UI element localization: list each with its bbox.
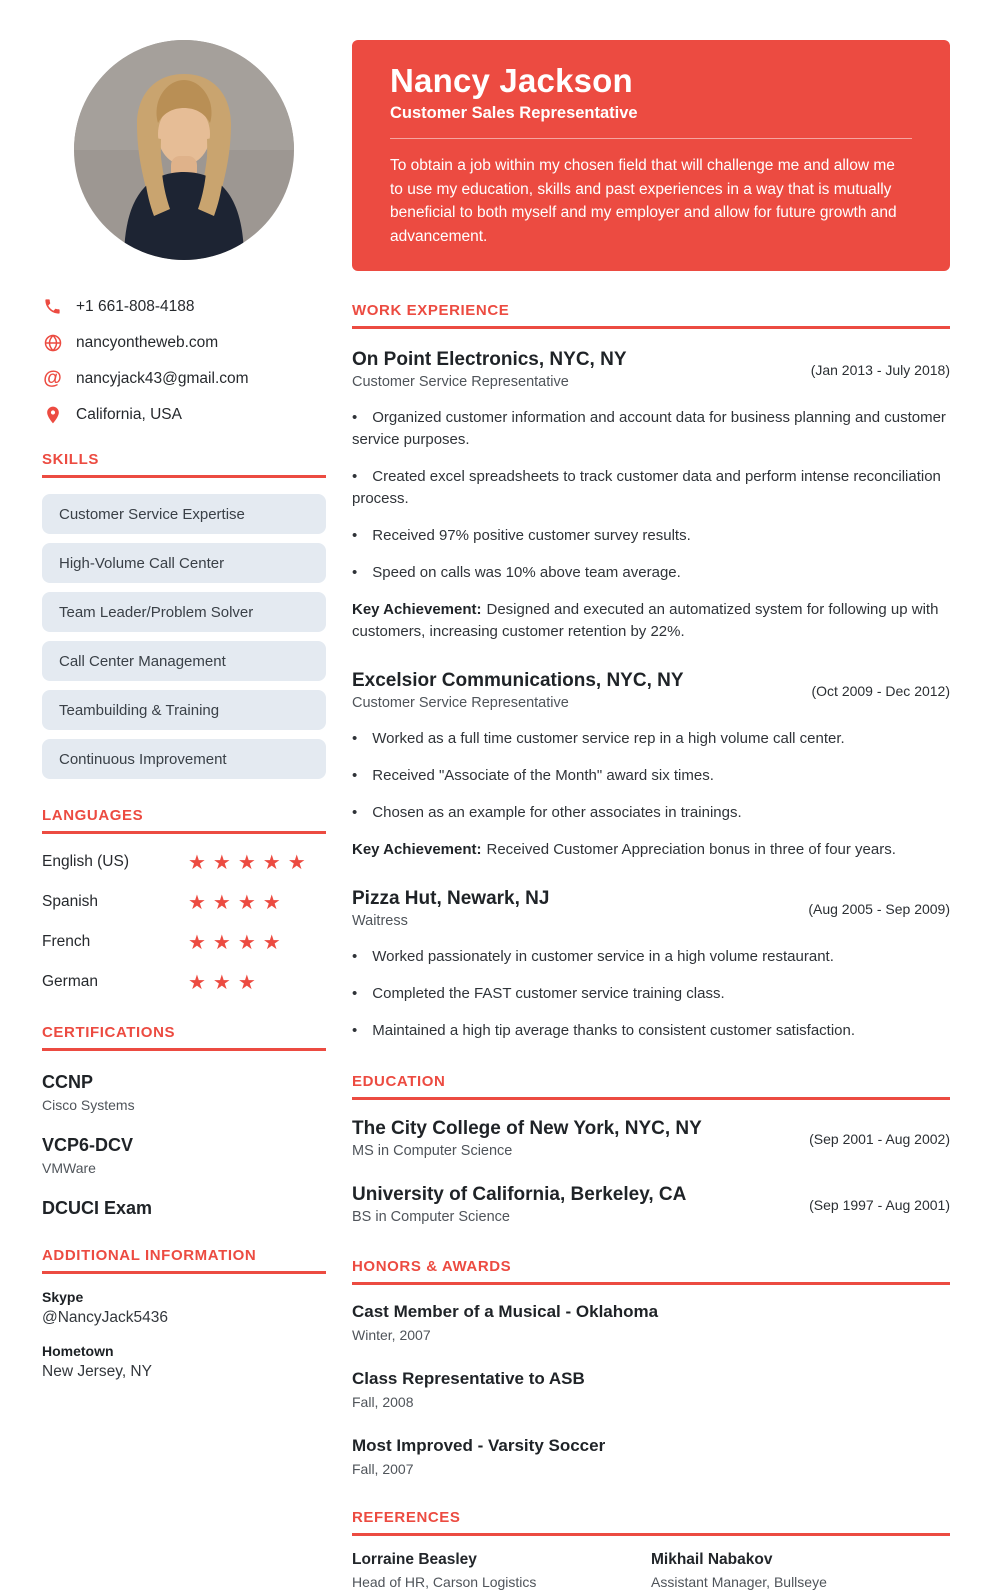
reference-name: Lorraine Beasley: [352, 1551, 477, 1568]
job-bullet: [352, 525, 950, 547]
key-achievement-label: Key Achievement:: [352, 841, 482, 858]
education-heading: EDUCATION: [352, 1073, 950, 1100]
languages-list: [42, 850, 326, 994]
awards-list: [352, 1301, 950, 1478]
award-date: Fall, 2007: [352, 1461, 414, 1477]
references-list: [352, 1549, 950, 1591]
header-divider: [390, 138, 912, 139]
bullet-text: Chosen as an example for other associates in trainings.: [372, 804, 742, 821]
key-achievement-label: Key Achievement:: [352, 601, 482, 618]
profile-photo-image: [74, 40, 294, 260]
job-bullet: [352, 466, 950, 510]
reference-entry: [352, 1549, 651, 1591]
bullet-text: Received 97% positive customer survey results.: [372, 527, 691, 544]
language-star-rating: ★★★: [188, 970, 263, 994]
job-dates: (Aug 2005 - Sep 2009): [808, 901, 950, 917]
job-bullet: [352, 728, 950, 750]
job-header-left: [352, 669, 684, 713]
bullet-dot: •: [352, 468, 358, 485]
phone-number: +1 661-808-4188: [76, 297, 195, 315]
award-entry: [352, 1368, 950, 1411]
award-date: Winter, 2007: [352, 1327, 431, 1343]
language-row: [42, 890, 326, 914]
work-experience-heading: WORK EXPERIENCE: [352, 302, 950, 329]
skill-pill: High-Volume Call Center: [42, 543, 326, 583]
bullet-text: Received "Associate of the Month" award six times.: [372, 767, 714, 784]
job-bullet: [352, 1020, 950, 1042]
location-icon: [42, 404, 63, 425]
job-bullet: [352, 407, 950, 451]
company-name: Pizza Hut, Newark, NJ: [352, 888, 550, 909]
job-role: Customer Service Representative: [352, 374, 569, 390]
job-header-left: [352, 887, 549, 931]
right-column: [352, 40, 950, 1591]
bullet-dot: •: [352, 409, 358, 426]
skill-pill: Continuous Improvement: [42, 739, 326, 779]
bullet-text: Speed on calls was 10% above team average.: [372, 564, 681, 581]
additional-info-value: @NancyJack5436: [42, 1309, 169, 1326]
bullet-dot: •: [352, 1022, 358, 1039]
skills-section: [42, 451, 326, 779]
contact-item-phone: [42, 296, 326, 317]
bullet-dot: •: [352, 730, 358, 747]
certification-item: [42, 1134, 326, 1177]
contact-item-email: [42, 368, 326, 389]
certification-item: [42, 1071, 326, 1114]
key-achievement: [352, 599, 950, 643]
left-column: [42, 40, 326, 1382]
bullet-text: Worked as a full time customer service rep in a high volume call center.: [372, 730, 845, 747]
skill-pill: Teambuilding & Training: [42, 690, 326, 730]
key-achievement-text: Designed and executed an automatized system for following up with customers, increasing customer retention by 22%.: [352, 601, 939, 640]
job-header-left: [352, 348, 627, 392]
contact-item-location: [42, 404, 326, 425]
certification-issuer: VMWare: [42, 1160, 96, 1176]
additional-info-label: Hometown: [42, 1343, 114, 1359]
job-bullet-list: [352, 728, 950, 824]
education-dates: (Sep 2001 - Aug 2002): [809, 1131, 950, 1147]
language-star-rating: ★★★★★: [188, 850, 313, 874]
profile-photo: [74, 40, 294, 260]
education-section: [352, 1073, 950, 1227]
key-achievement: [352, 839, 950, 861]
bullet-dot: •: [352, 948, 358, 965]
job-dates: (Jan 2013 - July 2018): [810, 362, 950, 378]
bullet-text: Organized customer information and account data for business planning and customer service purposes.: [352, 409, 946, 448]
job-bullet-list: [352, 946, 950, 1042]
skills-list: [42, 494, 326, 779]
certification-item: [42, 1197, 326, 1219]
certification-name: DCUCI Exam: [42, 1198, 153, 1218]
language-name: German: [42, 973, 98, 990]
at-icon: @: [43, 368, 62, 389]
additional-info-list: [42, 1288, 326, 1382]
degree-name: BS in Computer Science: [352, 1209, 510, 1225]
job-entry: [352, 348, 950, 643]
job-list: [352, 348, 950, 1042]
job-entry: [352, 669, 950, 861]
job-header: [352, 887, 950, 931]
globe-icon: [42, 332, 63, 353]
additional-info-section: [42, 1247, 326, 1382]
email-link[interactable]: nancyjack43@gmail.com: [76, 369, 249, 387]
additional-info-item: [42, 1342, 326, 1382]
reference-role: Assistant Manager, Bullseye: [651, 1574, 827, 1590]
phone-icon: [42, 296, 63, 317]
education-entry: [352, 1117, 950, 1161]
skills-heading: SKILLS: [42, 451, 326, 478]
languages-heading: LANGUAGES: [42, 807, 326, 834]
job-entry: [352, 887, 950, 1042]
award-entry: [352, 1435, 950, 1478]
header-card: [352, 40, 950, 271]
bullet-dot: •: [352, 804, 358, 821]
job-role: Waitress: [352, 913, 408, 929]
language-name: Spanish: [42, 893, 99, 910]
award-date: Fall, 2008: [352, 1394, 414, 1410]
skill-pill: Team Leader/Problem Solver: [42, 592, 326, 632]
bullet-dot: •: [352, 767, 358, 784]
bullet-text: Worked passionately in customer service in a high volume restaurant.: [372, 948, 834, 965]
job-role: Customer Service Representative: [352, 695, 569, 711]
location-text: California, USA: [76, 405, 182, 423]
education-entry-left: [352, 1117, 702, 1161]
contact-item-website: [42, 332, 326, 353]
job-dates: (Oct 2009 - Dec 2012): [811, 683, 950, 699]
education-list: [352, 1117, 950, 1227]
certification-name: VCP6-DCV: [42, 1135, 134, 1155]
award-entry: [352, 1301, 950, 1344]
certifications-list: [42, 1071, 326, 1219]
bullet-dot: •: [352, 564, 358, 581]
honors-awards-heading: HONORS & AWARDS: [352, 1258, 950, 1285]
job-header: [352, 348, 950, 392]
website-link[interactable]: nancyontheweb.com: [76, 333, 219, 351]
company-name: On Point Electronics, NYC, NY: [352, 349, 627, 370]
job-header: [352, 669, 950, 713]
reference-role: Head of HR, Carson Logistics: [352, 1574, 537, 1590]
certifications-section: [42, 1024, 326, 1219]
bullet-text: Completed the FAST customer service training class.: [372, 985, 725, 1002]
language-star-rating: ★★★★: [188, 930, 288, 954]
education-entry: [352, 1183, 950, 1227]
additional-info-item: [42, 1288, 326, 1328]
school-name: The City College of New York, NYC, NY: [352, 1118, 702, 1139]
education-dates: (Sep 1997 - Aug 2001): [809, 1197, 950, 1213]
bullet-dot: •: [352, 527, 358, 544]
reference-entry: [651, 1549, 950, 1591]
award-title: Most Improved - Varsity Soccer: [352, 1436, 606, 1455]
certification-issuer: Cisco Systems: [42, 1097, 135, 1113]
additional-info-label: Skype: [42, 1289, 84, 1305]
candidate-name: Nancy Jackson: [390, 62, 633, 99]
language-name: French: [42, 933, 91, 950]
key-achievement-text: Received Customer Appreciation bonus in three of four years.: [486, 841, 896, 858]
references-section: [352, 1509, 950, 1591]
education-entry-left: [352, 1183, 686, 1227]
award-title: Cast Member of a Musical - Oklahoma: [352, 1302, 659, 1321]
degree-name: MS in Computer Science: [352, 1143, 513, 1159]
job-bullet: [352, 562, 950, 584]
job-bullet: [352, 946, 950, 968]
certification-name: CCNP: [42, 1072, 94, 1092]
job-bullet: [352, 802, 950, 824]
honors-awards-section: [352, 1258, 950, 1478]
skill-pill: Customer Service Expertise: [42, 494, 326, 534]
job-bullet: [352, 983, 950, 1005]
language-row: [42, 930, 326, 954]
candidate-job-title: Customer Sales Representative: [390, 104, 638, 122]
bullet-dot: •: [352, 985, 358, 1002]
additional-info-heading: ADDITIONAL INFORMATION: [42, 1247, 326, 1274]
award-title: Class Representative to ASB: [352, 1369, 585, 1388]
job-bullet-list: [352, 407, 950, 584]
language-star-rating: ★★★★: [188, 890, 288, 914]
school-name: University of California, Berkeley, CA: [352, 1184, 687, 1205]
references-heading: REFERENCES: [352, 1509, 950, 1536]
certifications-heading: CERTIFICATIONS: [42, 1024, 326, 1051]
company-name: Excelsior Communications, NYC, NY: [352, 670, 684, 691]
language-row: [42, 850, 326, 874]
job-bullet: [352, 765, 950, 787]
objective-text: To obtain a job within my chosen field that will challenge me and allow me to use my education, skills and past experiences in a way that is mutually beneficial to both myself and my employer and allow for future growth and advancement.: [390, 157, 897, 245]
language-row: [42, 970, 326, 994]
language-name: English (US): [42, 853, 129, 870]
work-experience-section: [352, 302, 950, 1042]
contact-list: [42, 296, 326, 425]
bullet-text: Maintained a high tip average thanks to consistent customer satisfaction.: [372, 1022, 856, 1039]
languages-section: [42, 807, 326, 994]
reference-name: Mikhail Nabakov: [651, 1551, 773, 1568]
bullet-text: Created excel spreadsheets to track customer data and perform intense reconciliation process.: [352, 468, 941, 507]
additional-info-value: New Jersey, NY: [42, 1363, 152, 1380]
skill-pill: Call Center Management: [42, 641, 326, 681]
